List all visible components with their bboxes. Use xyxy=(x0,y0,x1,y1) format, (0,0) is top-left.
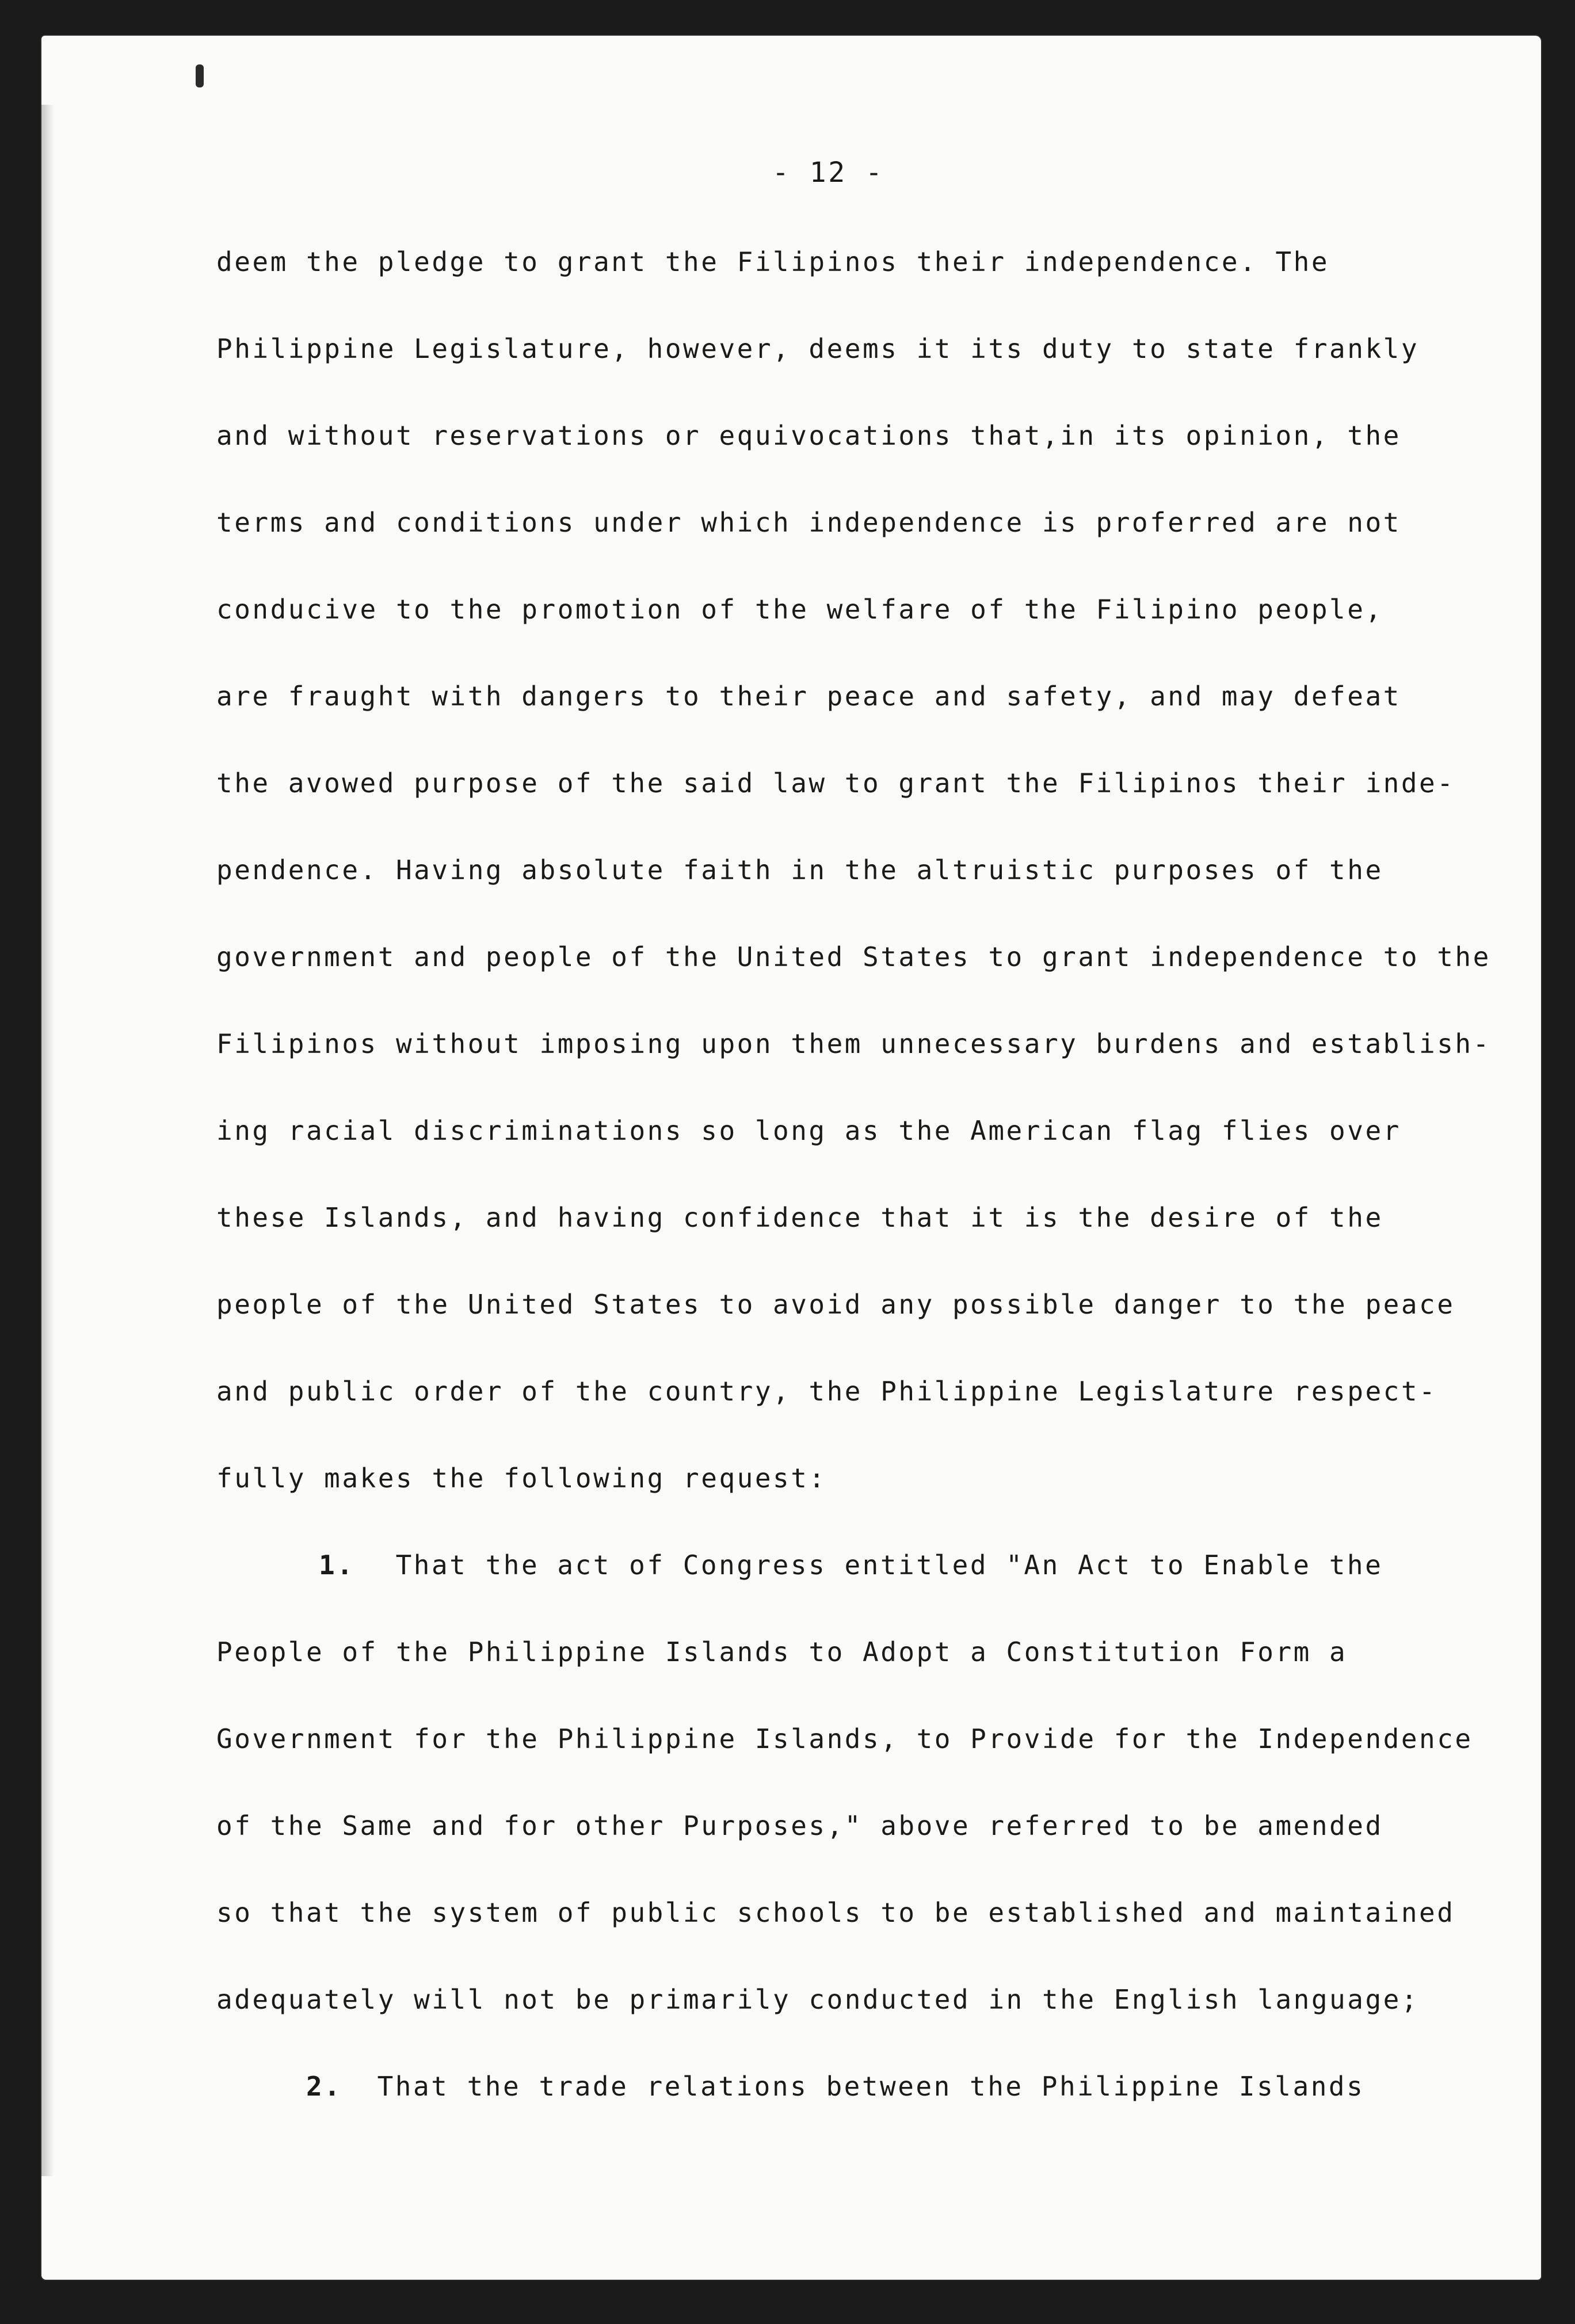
text-line: so that the system of public schools to be established and maintained xyxy=(216,1897,1455,1928)
text-line: pendence. Having absolute faith in the altruistic purposes of the xyxy=(216,854,1383,886)
text-line: are fraught with dangers to their peace and safety, and may defeat xyxy=(216,681,1401,712)
text-line: adequately will not be primarily conducted in the English language; xyxy=(216,1984,1420,2015)
text-line: That the trade relations between the Philippine Islands xyxy=(377,2071,1365,2102)
text-line: of the Same and for other Purposes," above referred to be amended xyxy=(216,1810,1383,1841)
text-line: fully makes the following request: xyxy=(216,1463,827,1494)
item-number-label: 1. xyxy=(319,1550,355,1581)
text-line: That the act of Congress entitled "An Act to Enable the xyxy=(395,1550,1383,1581)
text-line: Philippine Legislature, however, deems it its duty to state frankly xyxy=(216,333,1420,364)
text-line: Filipinos without imposing upon them unnecessary burdens and establish- xyxy=(216,1028,1491,1059)
item-number xyxy=(319,1550,1383,1581)
text-line: ing racial discriminations so long as the American flag flies over xyxy=(216,1115,1401,1146)
item-number xyxy=(306,2073,1364,2100)
text-line: these Islands, and having confidence that it is the desire of the xyxy=(216,1202,1383,1233)
text-line: deem the pledge to grant the Filipinos their independence. The xyxy=(216,246,1330,277)
text-line: terms and conditions under which independence is proferred are not xyxy=(216,507,1401,538)
text-line: and without reservations or equivocations that,in its opinion, the xyxy=(216,420,1401,451)
text-line: Government for the Philippine Islands, to Provide for the Independence xyxy=(216,1723,1473,1754)
item-number-label: 2. xyxy=(306,2071,342,2102)
ink-mark xyxy=(196,64,204,87)
text-line: People of the Philippine Islands to Adopt a Constitution Form a xyxy=(216,1636,1348,1667)
paper-edge-shadow xyxy=(41,105,54,2176)
text-line: the avowed purpose of the said law to grant the Filipinos their inde- xyxy=(216,768,1455,799)
text-line: conducive to the promotion of the welfare of the Filipino people, xyxy=(216,594,1383,625)
text-line: and public order of the country, the Philippine Legislature respect- xyxy=(216,1376,1437,1407)
page-number: - 12 - xyxy=(772,157,884,189)
text-line: people of the United States to avoid any possible danger to the peace xyxy=(216,1289,1455,1320)
text-line: government and people of the United States to grant independence to the xyxy=(216,941,1491,972)
paper-sheet xyxy=(41,36,1541,2280)
